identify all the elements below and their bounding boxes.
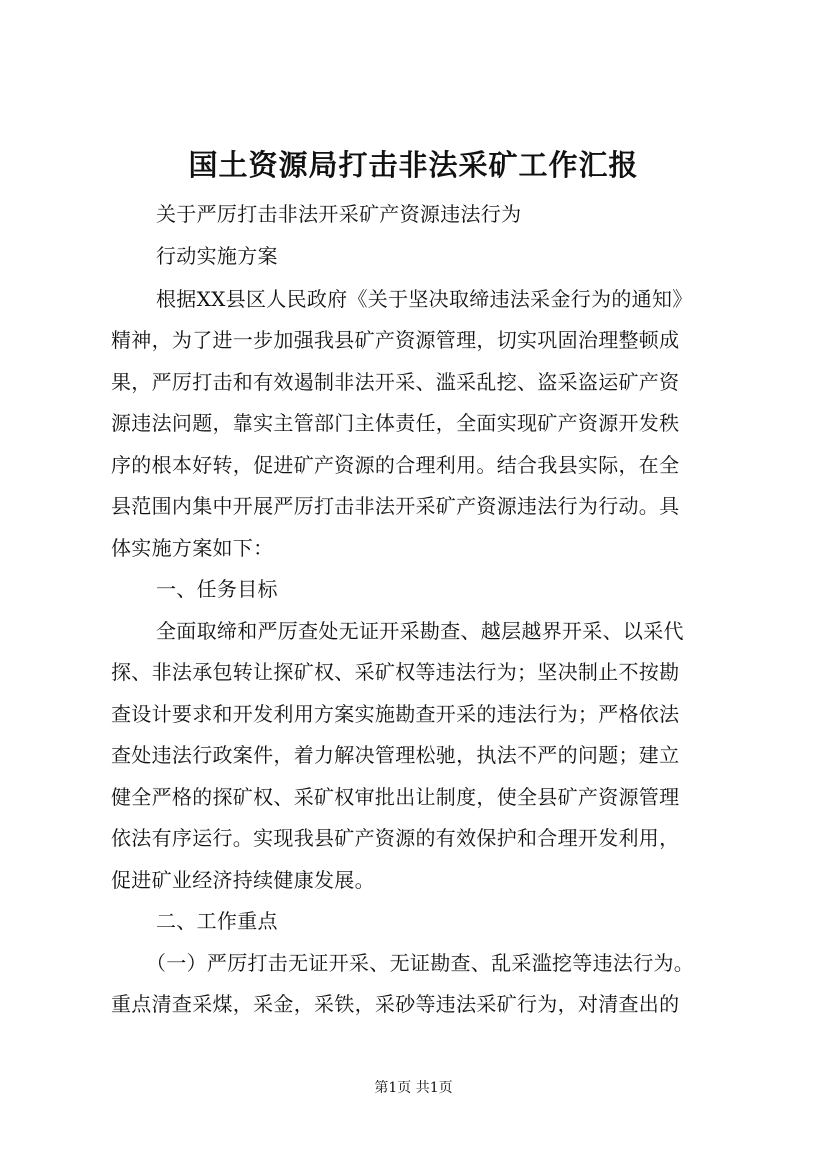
text-line: 关于严厉打击非法开采矿产资源违法行为 — [156, 202, 522, 226]
text-line: 精神，为了进一步加强我县矿产资源管理，切实巩固治理整顿成 — [111, 328, 680, 352]
document-title: 国土资源局打击非法采矿工作汇报 — [188, 148, 639, 182]
text-line: 查设计要求和开发利用方案实施勘查开采的违法行为；严格依法 — [111, 702, 680, 726]
text-line: 促进矿业经济持续健康发展。 — [111, 868, 375, 892]
text-line: 县范围内集中开展严厉打击非法开采矿产资源违法行为行动。具 — [111, 494, 680, 518]
text-line: 查处违法行政案件，着力解决管理松驰，执法不严的问题；建立 — [111, 743, 680, 767]
text-line: 依法有序运行。实现我县矿产资源的有效保护和合理开发利用， — [111, 826, 680, 850]
section-heading: 二、工作重点 — [156, 909, 278, 933]
page-number-footer: 第1页 共1页 — [374, 1080, 453, 1096]
text-line: 序的根本好转，促进矿产资源的合理利用。结合我县实际，在全 — [111, 453, 680, 477]
text-line: 根据XX县区人民政府《关于坚决取缔违法采金行为的通知》 — [156, 287, 693, 311]
text-line: 体实施方案如下： — [111, 536, 274, 560]
text-line: 探、非法承包转让探矿权、采矿权等违法行为；坚决制止不按勘 — [111, 660, 680, 684]
text-line: 果，严厉打击和有效遏制非法开采、滥采乱挖、盗采盗运矿产资 — [111, 370, 680, 394]
text-line: （一）严厉打击无证开采、无证勘查、乱采滥挖等违法行为。 — [146, 951, 695, 975]
text-line: 源违法问题，靠实主管部门主体责任，全面实现矿产资源开发秩 — [111, 411, 680, 435]
text-line: 全面取缔和严厉查处无证开采勘查、越层越界开采、以采代 — [156, 619, 684, 643]
text-line: 行动实施方案 — [156, 244, 278, 268]
text-line: 健全严格的探矿权、采矿权审批出让制度，使全县矿产资源管理 — [111, 785, 680, 809]
text-line: 重点清查采煤，采金，采铁，采砂等违法采矿行为，对清查出的 — [111, 992, 680, 1016]
section-heading: 一、任务目标 — [156, 577, 278, 601]
